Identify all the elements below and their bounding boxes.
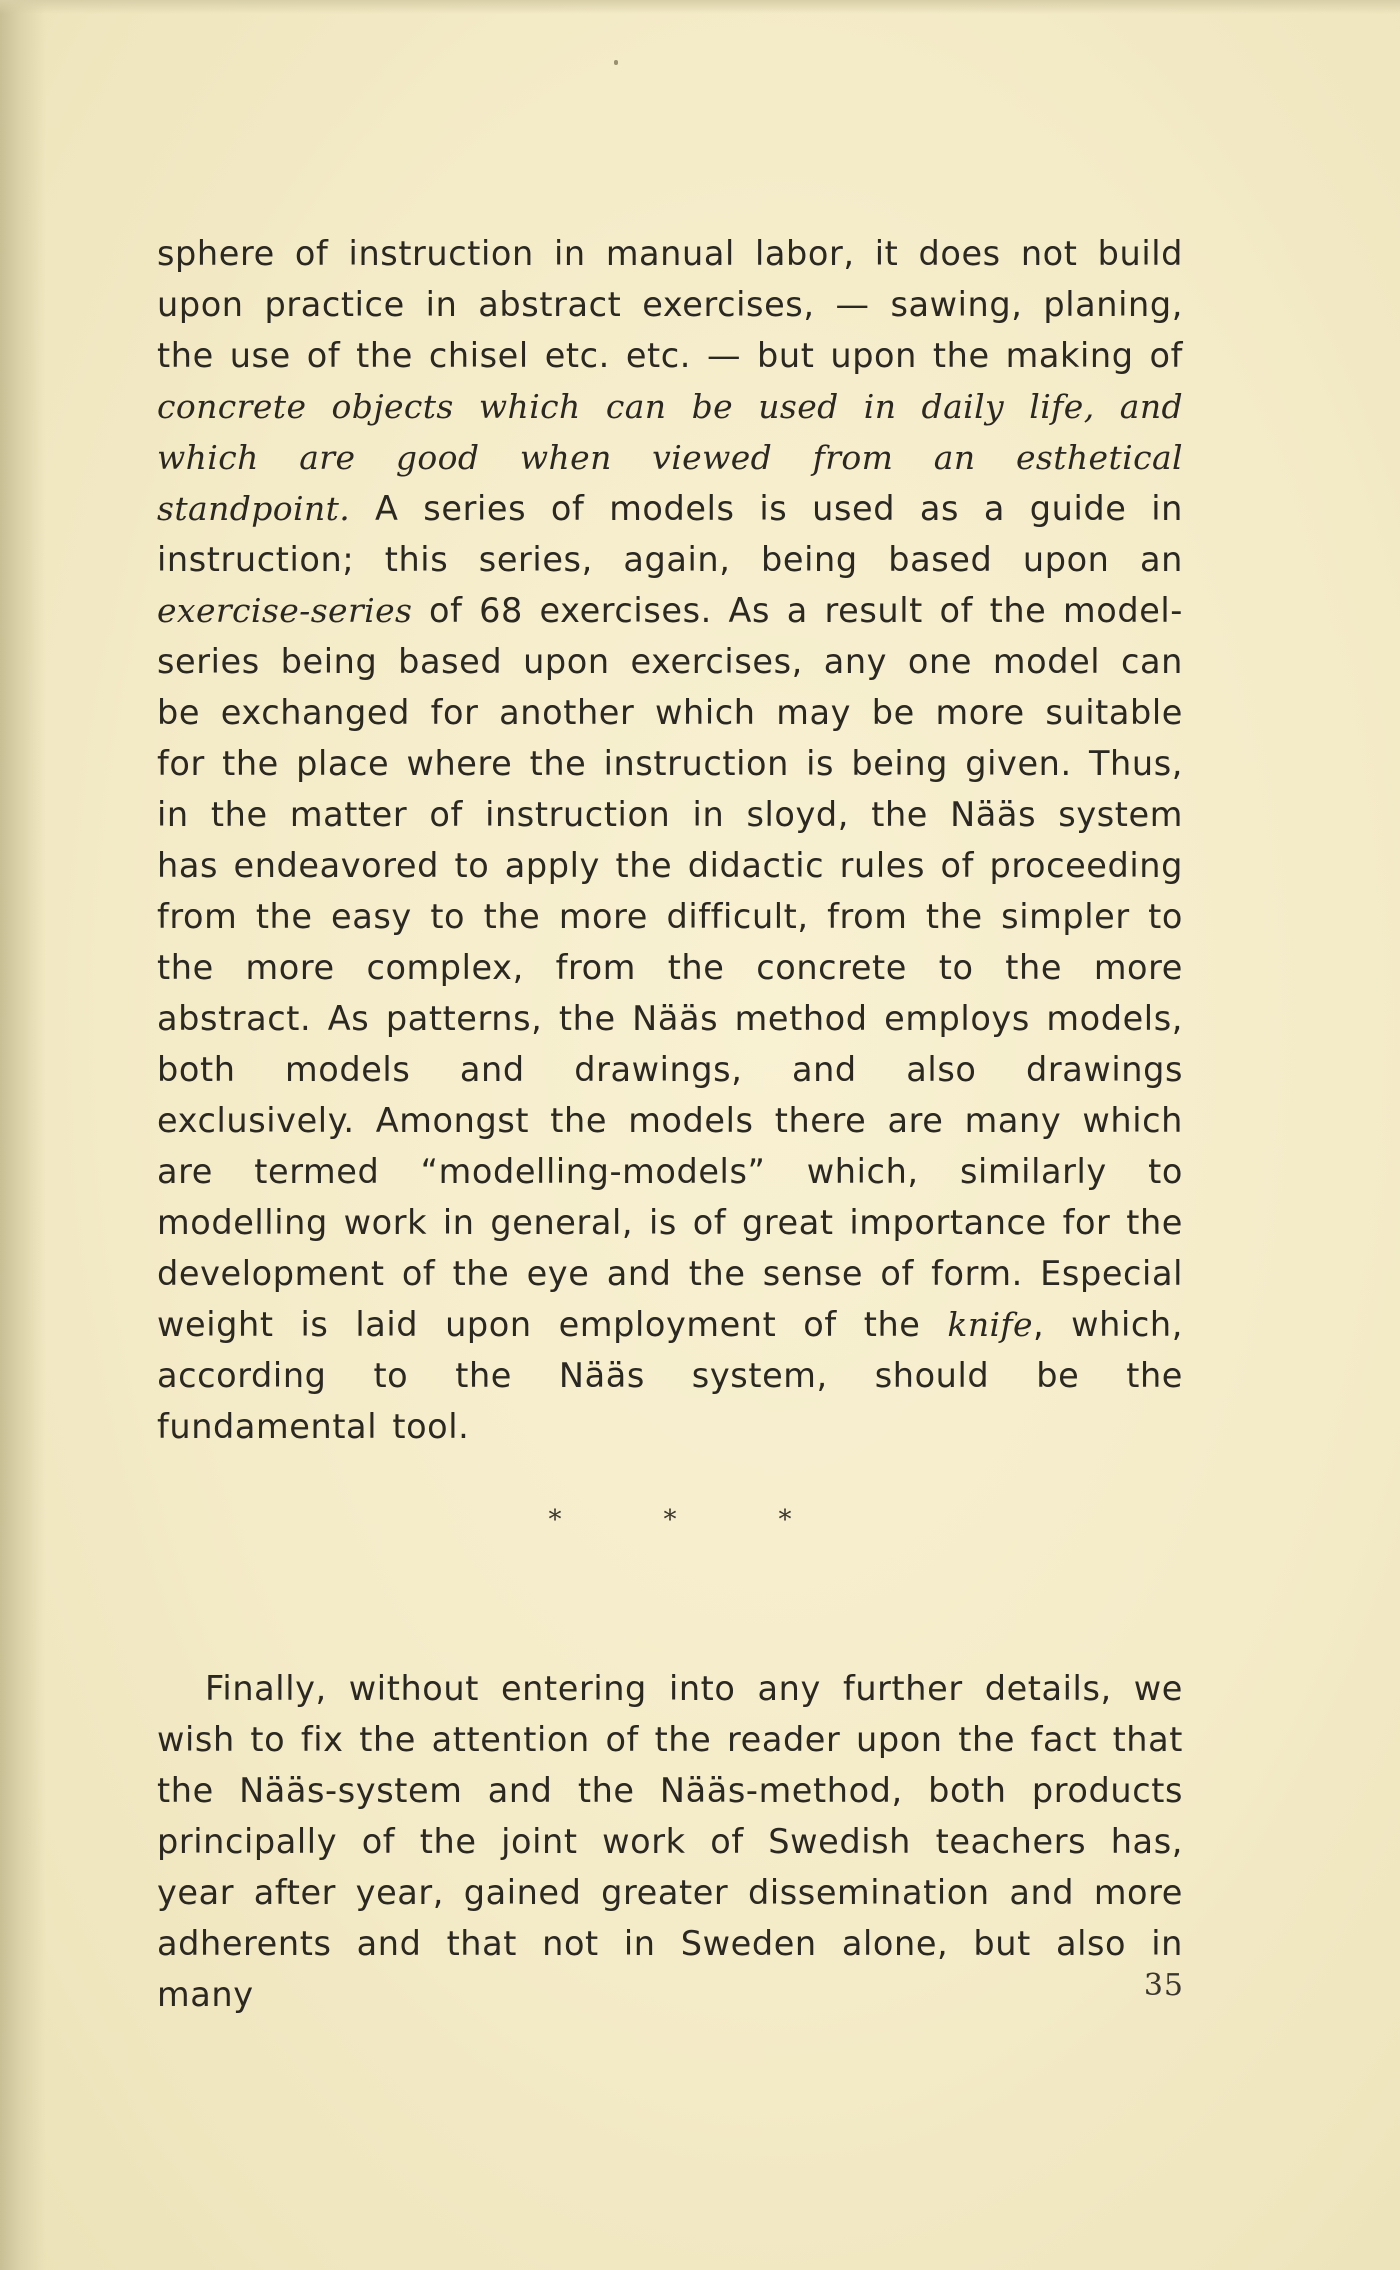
asterisk-ornament: *	[778, 1505, 792, 1535]
paragraph-text: sphere of instruction in manual labor, it does not build upon practice in abstract exercises, — sawing, planing, the use of the chisel etc. etc. — but upon the making of	[157, 234, 1183, 375]
paragraph-text: A series of models is used as a guide in instruction; this series, again, being based upon an	[157, 489, 1183, 579]
paragraph-finally: Finally, without entering into any further details, we wish to fix the attention of the reader upon the fact that the Nääs-system and the Nääs-method, both products principally of the joint work of Swedish teachers has, year after year, gained greater dissemination and more adherents and that not in Sweden alone, but also in many	[157, 1669, 1183, 2014]
page-top-edge	[0, 0, 1400, 14]
asterisk-ornament: *	[663, 1505, 677, 1535]
italic-phrase: concrete objects which can be used in daily life, and which are good when viewed from an esthetical standpoint.	[157, 387, 1183, 528]
paragraph-text: of 68 exercises. As a result of the model-series being based upon exercises, any one model can be exchanged for another which may be more suitable for the place where the instruction is being given. Thus, in the matter of instruction in sloyd, the Nääs system has endeavored to apply the didactic rules of proceeding from the easy to the more difficult, from the simpler to the more complex, from the concrete to the more abstract. As patterns, the Nääs method employs models, both models and drawings, and also drawings exclusively. Amongst the models there are many which are termed “modelling-models” which, similarly to modelling work in general, is of great importance for the development of the eye and the sense of form. Especial weight is laid upon employment of the	[157, 591, 1183, 1344]
body-text-lower	[157, 1663, 1183, 2020]
italic-term: exercise-series	[157, 591, 413, 630]
asterisk-ornament: *	[548, 1505, 562, 1535]
print-speck	[614, 60, 618, 65]
spine-shadow	[0, 0, 46, 2270]
paragraph-text: , which, according to the Nääs system, should be the fundamental tool.	[157, 1305, 1183, 1446]
body-text-upper	[157, 228, 1183, 1452]
paragraph-continued	[157, 228, 1183, 1452]
section-break-asterisks	[540, 1505, 800, 1545]
italic-term: knife	[947, 1305, 1033, 1344]
page-number: 35	[1143, 1968, 1184, 2003]
